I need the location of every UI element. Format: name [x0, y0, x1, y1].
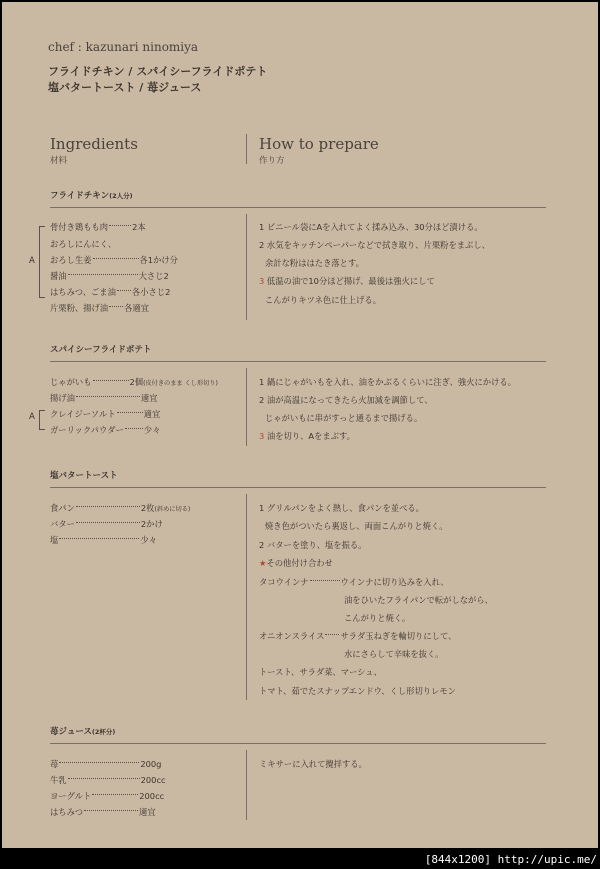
group-bracket [39, 410, 45, 430]
step: 3 油を切り、Aをまぶす。 [259, 431, 355, 441]
column-divider [246, 368, 247, 446]
group-bracket [39, 226, 45, 298]
section-divider [50, 487, 546, 488]
step: 余計な粉ははたき落とす。 [265, 258, 364, 268]
prepare-heading-jp: 作り方 [259, 156, 285, 166]
section-divider [50, 361, 546, 362]
ingredient-item: 食パン 2枚(斜めに切る) [50, 503, 191, 513]
step: 2 油が高温になってきたら火加減を調節して、 [259, 395, 433, 405]
section-title-butter-toast: 塩バタートースト [50, 471, 118, 481]
step: 2 水気をキッチンペーパーなどで拭き取り、片栗粉をまぶし、 [259, 240, 490, 250]
recipe-titles-line1: フライドチキン / スパイシーフライドポテト [48, 65, 268, 78]
ingredient-item: じゃがいも 2個(皮付きのまま くし形切り) [50, 377, 218, 387]
ingredient-item: はちみつ、ごま油 各小さじ2 [50, 287, 171, 297]
column-divider [246, 750, 247, 820]
column-divider [246, 214, 247, 320]
column-divider [246, 494, 247, 700]
extra-item: 油をひいたフライパンで転がしながら、 [344, 595, 493, 605]
ingredient-item: 苺 200g [50, 759, 162, 769]
extra-item: こんがりと焼く。 [344, 613, 411, 623]
extra-item: 水にさらして辛味を抜く。 [344, 649, 444, 659]
extra-item: オニオンスライス サラダ玉ねぎを輪切りにして、 [259, 631, 457, 641]
ingredient-item: バター 2かけ [50, 519, 163, 529]
extra-plain: トースト、サラダ菜、マーシュ、 [259, 667, 382, 677]
step: ミキサーに入れて攪拌する。 [259, 759, 367, 769]
step: 1 鍋にじゃがいもを入れ、油をかぶるくらいに注ぎ、強火にかける。 [259, 377, 516, 387]
ingredient-item: ヨーグルト 200cc [50, 791, 165, 801]
heading-divider [246, 134, 247, 164]
recipe-titles-line2: 塩バタートースト / 苺ジュース [48, 81, 202, 94]
step: 1 グリルパンをよく熱し、食パンを並べる。 [259, 503, 424, 513]
ingredient-item: ガーリックパウダー 少々 [50, 425, 161, 435]
extras-title: ★その他付け合わせ [259, 558, 333, 568]
step: 3 低温の油で10分ほど揚げ、最後は強火にして [259, 276, 435, 286]
chef-credit: chef : kazunari ninomiya [48, 40, 199, 54]
section-title-fried-chicken: フライドチキン(2人分) [50, 191, 133, 201]
step: 焼き色がついたら裏返し、両面こんがりと焼く。 [265, 521, 448, 531]
extra-item: タコウインナ ウインナに切り込みを入れ、 [259, 577, 449, 587]
section-divider [50, 207, 546, 208]
ingredients-heading: Ingredients [50, 135, 138, 153]
ingredient-item: 塩 少々 [50, 535, 157, 545]
step: じゃがいもに串がすっと通るまで揚げる。 [265, 413, 423, 423]
step: 1 ビニール袋にAを入れてよく揉み込み、30分ほど漬ける。 [259, 222, 483, 232]
ingredient-item: おろしにんにく、 [50, 239, 117, 249]
image-source-caption: [844x1200] http://upic.me/ [424, 853, 597, 866]
ingredients-heading-jp: 材料 [50, 156, 68, 166]
ingredient-item: 牛乳 200cc [50, 775, 166, 785]
step: 2 バターを塗り、塩を振る。 [259, 540, 367, 550]
group-label: A [29, 256, 35, 266]
section-title-spicy-potato: スパイシーフライドポテト [50, 345, 152, 355]
recipe-page [2, 2, 598, 848]
section-title-strawberry-juice: 苺ジュース(2杯分) [50, 727, 116, 737]
extra-plain: トマト、茹でたスナップエンドウ、くし形切りレモン [259, 686, 456, 696]
section-divider [50, 743, 546, 744]
group-label: A [29, 412, 35, 422]
ingredient-item: 醤油 大さじ2 [50, 271, 169, 281]
ingredient-item: クレイジーソルト 適宜 [50, 409, 161, 419]
prepare-heading: How to prepare [259, 135, 379, 153]
ingredient-item: 揚げ油 適宜 [50, 393, 158, 403]
step: こんがりキツネ色に仕上げる。 [265, 295, 381, 305]
ingredient-item: 片栗粉、揚げ油 各適宜 [50, 303, 149, 313]
ingredient-item: 骨付き鶏もも肉 2本 [50, 222, 146, 232]
ingredient-item: おろし生姜 各1かけ分 [50, 255, 178, 265]
ingredient-item: はちみつ 適宜 [50, 807, 156, 817]
